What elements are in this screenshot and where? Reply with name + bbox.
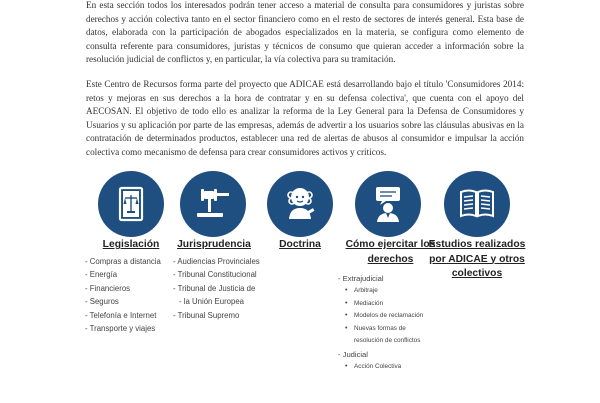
legislacion-list bbox=[85, 255, 161, 335]
como-ejercitar-list bbox=[338, 272, 488, 373]
list-item[interactable]: - Telefonía e Internet bbox=[85, 309, 161, 322]
legislacion-title[interactable]: Legislación bbox=[102, 239, 160, 250]
jurisprudencia-list bbox=[173, 255, 260, 322]
como-ejercitar-icon-circle[interactable] bbox=[355, 171, 421, 237]
list-item[interactable]: - Transporte y viajes bbox=[85, 322, 161, 335]
list-item[interactable]: - la Unión Europea bbox=[173, 295, 260, 308]
list-item[interactable]: - Tribunal Supremo bbox=[173, 309, 260, 322]
lawyer-icon bbox=[366, 182, 410, 226]
section-label-extrajudicial[interactable]: - Extrajudicial bbox=[338, 272, 488, 285]
title-line: por ADICAE y otros bbox=[429, 253, 525, 265]
list-item[interactable]: • Arbitraje bbox=[354, 285, 488, 298]
doctrina-title[interactable]: Doctrina bbox=[279, 239, 321, 250]
gavel-icon bbox=[191, 182, 235, 226]
law-book-icon bbox=[109, 182, 153, 226]
title-line: Estudios realizados bbox=[428, 239, 526, 250]
section-label-judicial[interactable]: - Judicial bbox=[338, 348, 488, 361]
title-line: colectivos bbox=[451, 268, 503, 279]
list-item[interactable]: - Tribunal Constitucional bbox=[173, 268, 260, 281]
legislacion-icon-circle[interactable] bbox=[98, 171, 164, 237]
title-line: Cómo ejercitar los bbox=[345, 239, 436, 250]
list-item[interactable]: - Energía bbox=[85, 268, 161, 281]
list-item-continuation[interactable]: resolución de conflictos bbox=[354, 337, 421, 344]
list-item[interactable]: • Mediación bbox=[354, 298, 488, 311]
list-item[interactable]: • Modelos de reclamación bbox=[354, 310, 488, 323]
judicial-list bbox=[338, 361, 488, 374]
estudios-icon-circle[interactable] bbox=[444, 171, 510, 237]
title-line: derechos bbox=[367, 253, 414, 265]
list-item[interactable]: - Seguros bbox=[85, 295, 161, 308]
list-item[interactable]: • Acción Colectiva bbox=[354, 361, 488, 374]
intro-paragraph-1: En esta sección todos los interesados podrán tener acceso a material de consulta para consumidores y juristas sobre derechos y acción colectiva tanto en el sector financiero como en el resto de sectores de interés general. Esta base de datos, elaborada con la participación de abogados especializados en la materia, se configura como elemento de consulta referente para consumidores, juristas y técnicos de consumo que quieran acceder a información sobre la resolución judicial de conflictos y, en particular, la vía colectiva para su tramitación. bbox=[86, 0, 524, 64]
jurisprudencia-title[interactable]: Jurisprudencia bbox=[177, 239, 251, 250]
extrajudicial-list bbox=[338, 285, 488, 348]
list-item[interactable]: - Tribunal de Justicia de bbox=[173, 282, 260, 295]
open-book-icon bbox=[455, 182, 499, 226]
doctrina-icon-circle[interactable] bbox=[267, 171, 333, 237]
list-item[interactable]: - Compras a distancia bbox=[85, 255, 161, 268]
list-item[interactable]: • Nuevas formas de bbox=[354, 323, 488, 336]
judge-icon bbox=[278, 182, 322, 226]
list-item[interactable]: - Audiencias Provinciales bbox=[173, 255, 260, 268]
intro-paragraph-2: Este Centro de Recursos forma parte del proyecto que ADICAE está desarrollando bajo el título 'Consumidores 2014: retos y mejoras en sus derechos a la hora de contratar y en su defensa colectiva', que cuenta con el apoyo del AECOSAN. El objetivo de todo ello es analizar la reforma de la Ley General para la Defensa de Consumidores y Usuarios y su aplicación por parte de las empresas, además de advertir a los usuarios sobre las cláusulas abusivas en la contratación de determinados productos, establecer una red de alertas de abusos al consumidor e impulsar la acción colectiva como mecanismo de defensa para crear consumidores activos y críticos. bbox=[86, 79, 524, 157]
estudios-title[interactable] bbox=[428, 238, 526, 282]
list-item[interactable]: - Financieros bbox=[85, 282, 161, 295]
jurisprudencia-icon-circle[interactable] bbox=[180, 171, 246, 237]
